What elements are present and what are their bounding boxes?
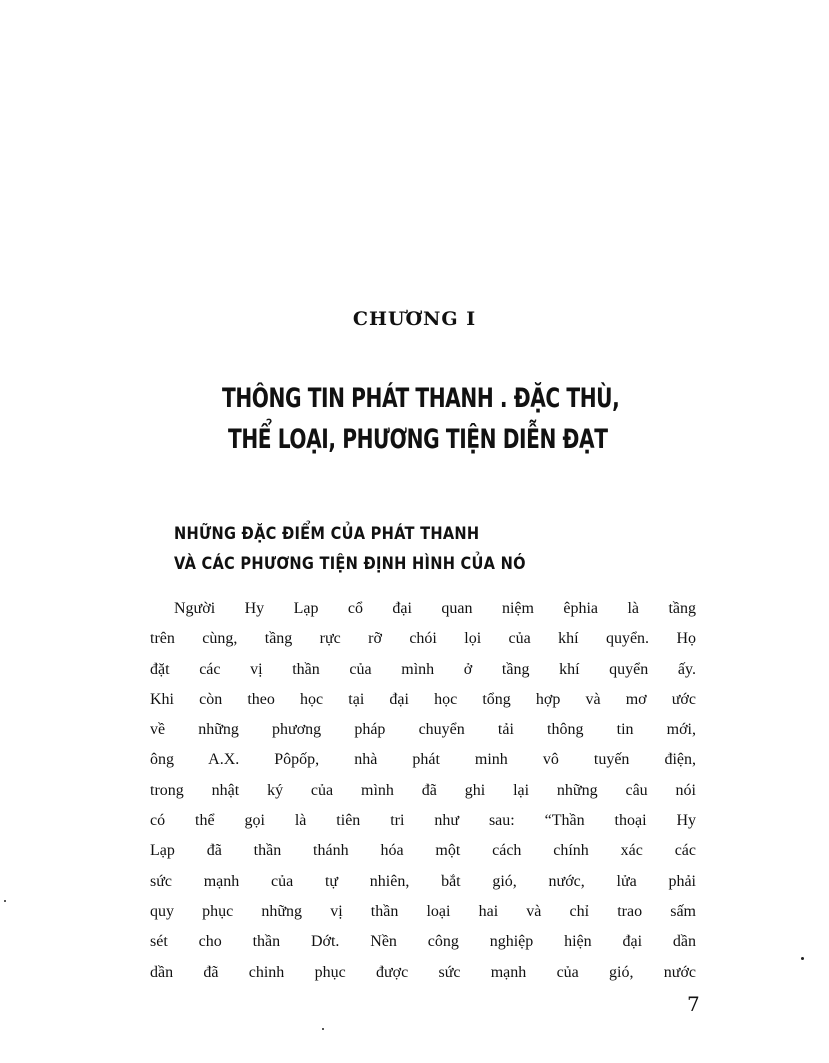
chapter-title-line-2: THỂ LOẠI, PHƯƠNG TIỆN DIỄN ĐẠT	[228, 424, 608, 455]
body-paragraph	[150, 594, 696, 988]
body-line: sức mạnh của tự nhiên, bắt gió, nước, lửa phải	[150, 872, 696, 890]
body-line: quy phục những vị thần loại hai và chỉ trao sấm	[150, 902, 696, 920]
body-line: ông A.X. Pôpốp, nhà phát minh vô tuyến điện,	[150, 751, 696, 769]
body-line: Lạp đã thần thánh hóa một cách chính xác các	[150, 842, 696, 860]
body-line: sét cho thần Dớt. Nền công nghiệp hiện đại dần	[150, 933, 696, 951]
body-line: về những phương pháp chuyển tải thông tin mới,	[150, 721, 696, 739]
section-heading-line-1: NHỮNG ĐẶC ĐIỂM CỦA PHÁT THANH	[174, 524, 480, 544]
body-line: Người Hy Lạp cổ đại quan niệm êphia là tầng	[174, 600, 696, 617]
body-line: Khi còn theo học tại đại học tổng hợp và mơ ước	[150, 690, 696, 708]
body-line: trong nhật ký của mình đã ghi lại những câu nói	[150, 781, 696, 799]
body-line: có thể gọi là tiên tri như sau: “Thần thoại Hy	[150, 812, 696, 830]
chapter-label: CHƯƠNG I	[352, 308, 477, 330]
chapter-title-line-1: THÔNG TIN PHÁT THANH . ĐẶC THÙ,	[222, 383, 620, 414]
page-number: 7	[687, 992, 700, 1016]
section-heading-line-2: VÀ CÁC PHƯƠNG TIỆN ĐỊNH HÌNH CỦA NÓ	[174, 554, 526, 574]
body-line: trên cùng, tầng rực rỡ chói lọi của khí quyển. Họ	[150, 630, 696, 648]
body-line: đặt các vị thần của mình ở tầng khí quyển ấy.	[150, 660, 696, 678]
scan-speck	[801, 957, 804, 960]
scan-speck	[4, 900, 6, 902]
scan-speck	[322, 1028, 324, 1030]
body-line: dần đã chinh phục được sức mạnh của gió, nước	[150, 963, 696, 981]
